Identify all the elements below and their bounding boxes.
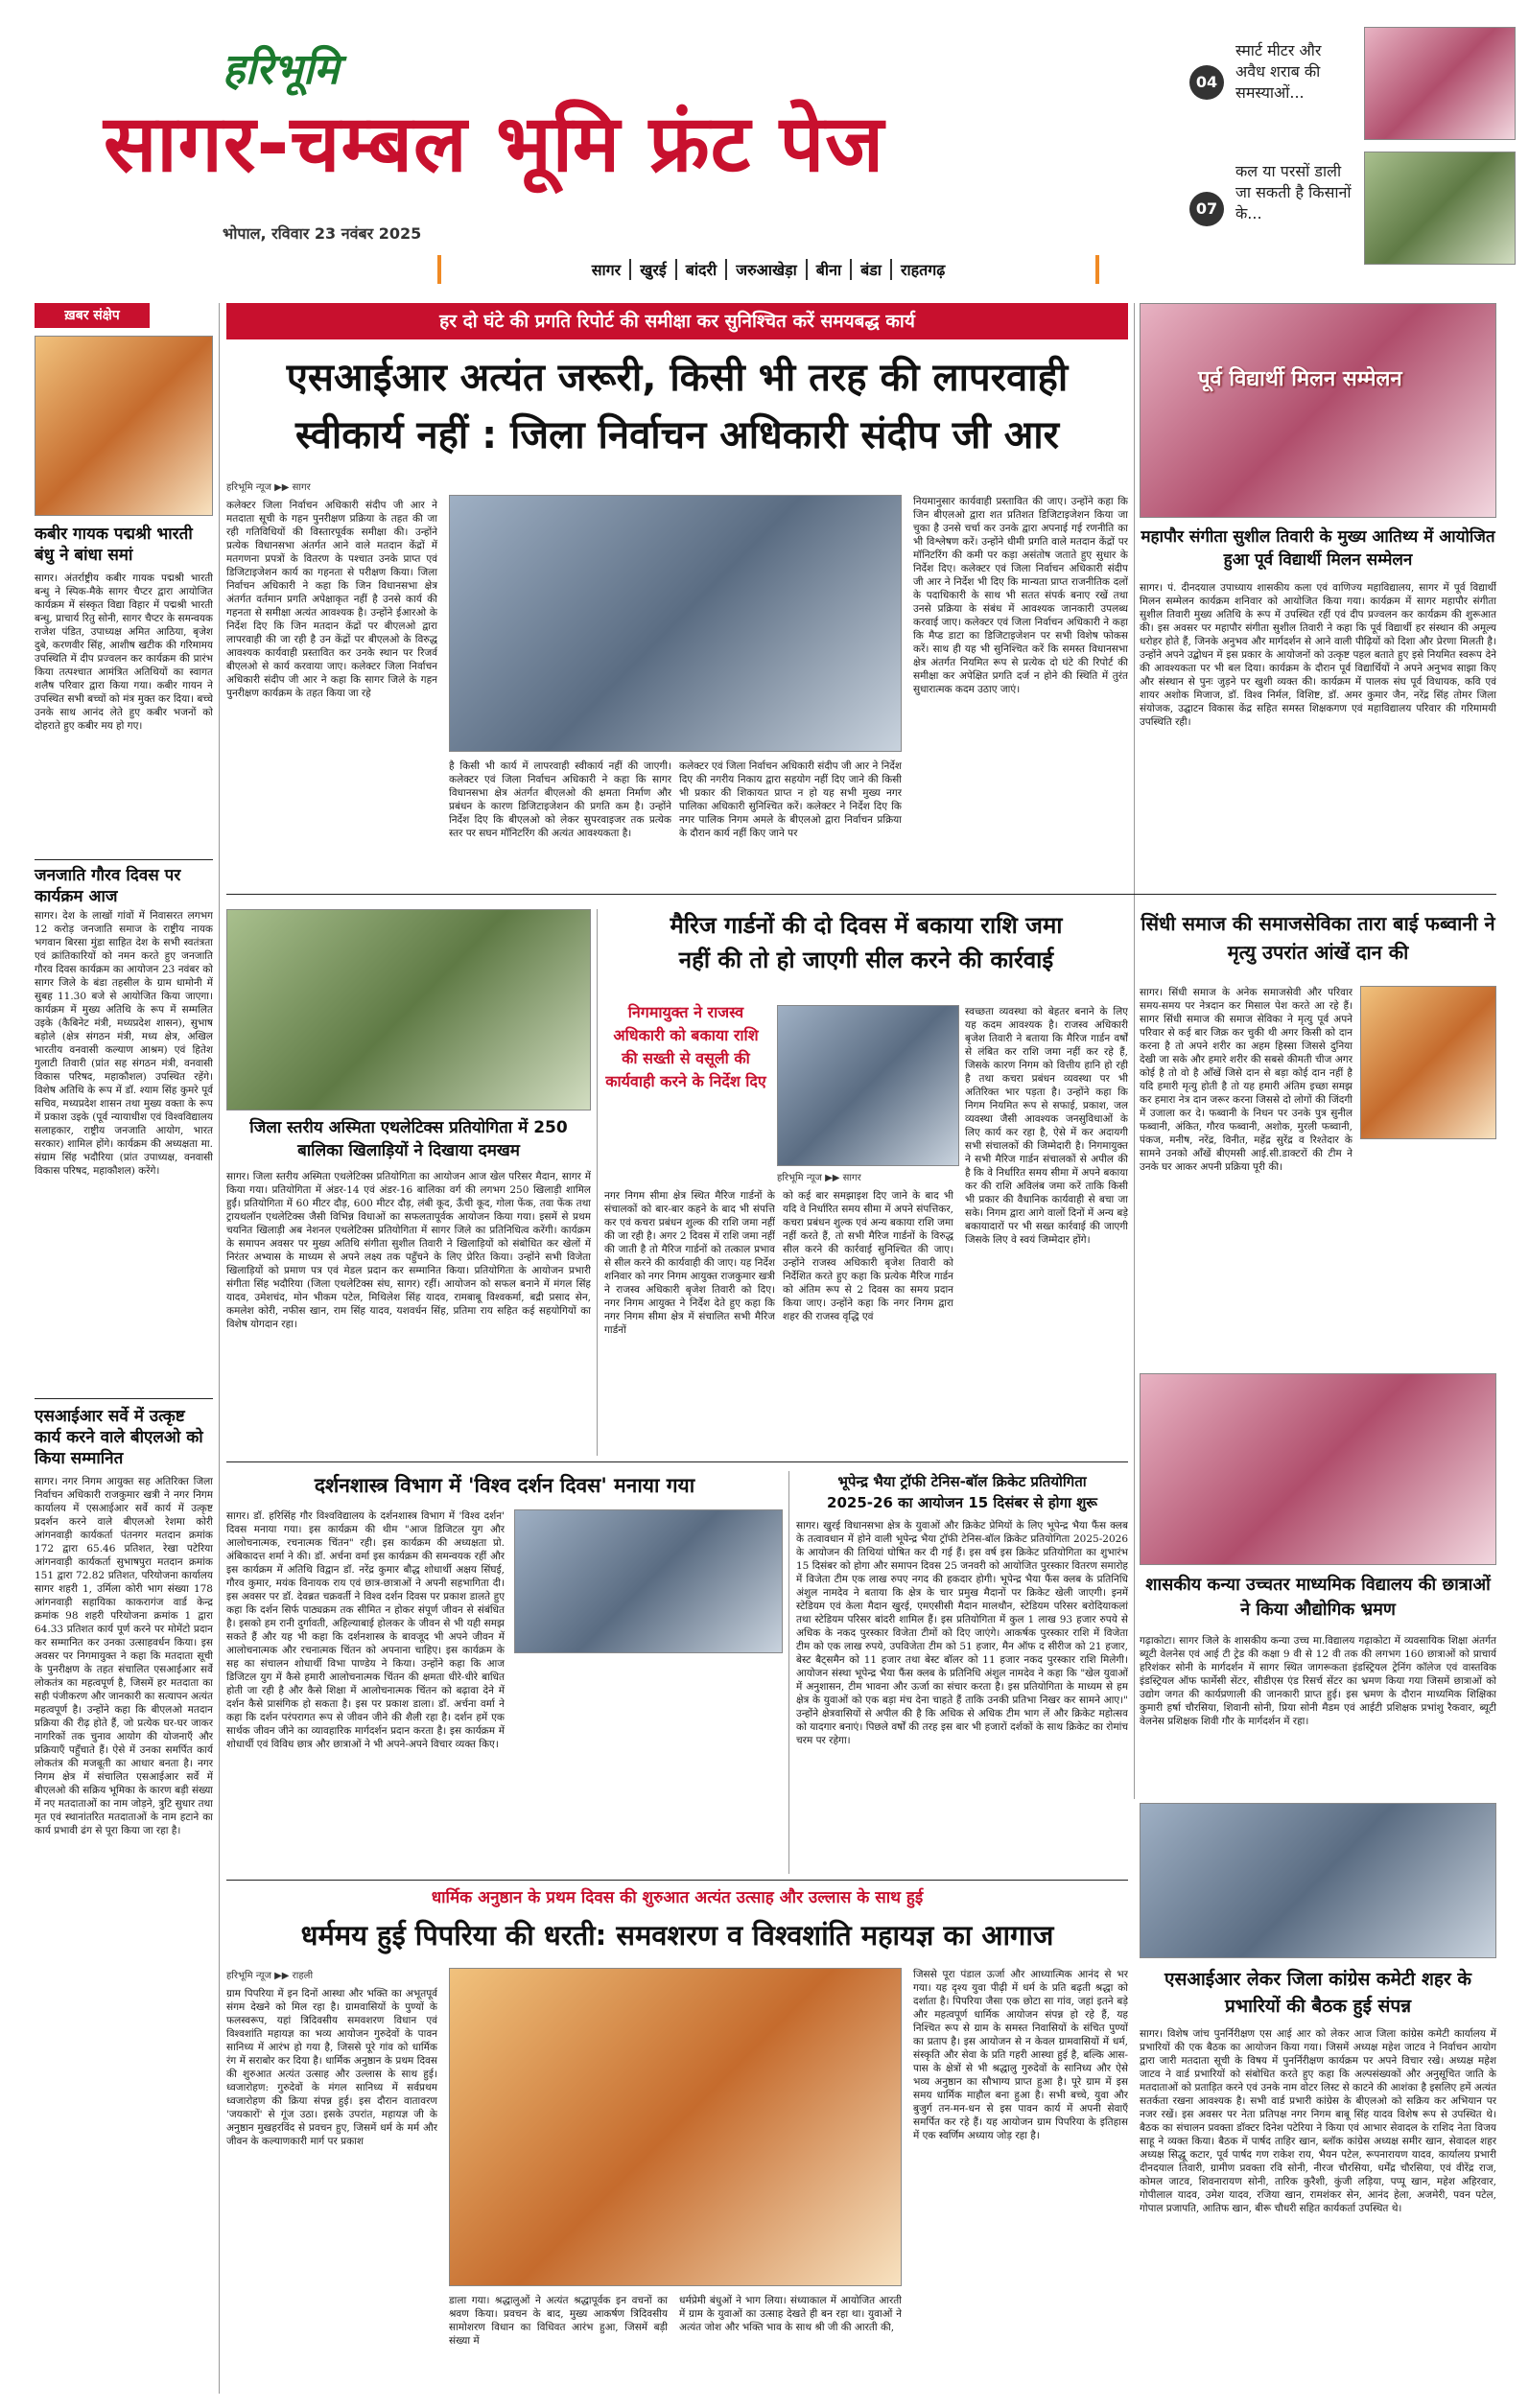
marriage-body-col-1: नगर निगम सीमा क्षेत्र स्थित मैरिज गार्डनों के संचालकों को बार-बार कहने के बाद भी संपत्ति कर एवं कचरा प्रबंधन शुल्क की राशि जमा नहीं की जा रही है। अगर 2 दिवस में राशि जमा नहीं की जाती है तो मैरिज गार्डनों को तत्काल प्रभाव से सील करने की कार्यवाही की जाए। यह निर्देश शनिवार को नगर निगम आयुक्त राजकुमार खत्री ने राजस्व अधिकारी बृजेश तिवारी को दिए। नगर निगम आयुक्त ने निर्देश देते हुए कहा कि नगर निगम सीमा क्षेत्र में संचालित सभी मैरिज गार्डनों [604, 1190, 775, 1336]
divider [226, 894, 1496, 895]
brief-2-body: सागर। देश के लाखों गांवों में निवासरत लगभग 12 करोड़ जनजाति समाज के राष्ट्रीय नायक भगवान बिरसा मुंडा साहित देश के सभी स्वतंत्रता एवं क्रांतिकारियों को नमन करते हुए जनजाति गौरव दिवस कार्यक्रम का आयोजन 23 नवंबर को सागर जिले के बंडा तहसील के ग्राम धामोनी में सुबह 11.30 बजे से आयोजित किया जाएगा। कार्यक्रम में मुख्य अतिथि के रूप में सम्मलित उइके (कैबिनेट मंत्री, मध्यप्रदेश शासन), सुभाष बड़ोले (क्षेत्र संगठन मंत्री, मध्य क्षेत्र, अखिल भारतीय वनवासी कल्याण आश्रम) एवं हितेश गुलाटी तिवारी (प्रांत सह संगठन मंत्री, वनवासी विकास परिषद, महाकौशल) उपस्थित रहेंगे। विशेष अतिथि के रूप में डॉ. श्याम सिंह कुमरे पूर्व सचिव, मध्यप्रदेश शासन तथा मुख्य वक्ता के रूप में प्रकाश उइके (पूर्व न्यायाधीश एवं विश्वविद्यालय सलाहकार, राष्ट्रीय जनजाति आयोग, भारत सरकार) शामिल होंगे। कार्यक्रम की अध्यक्षता मा. संग्राम सिंह भदौरिया (प्रांत उपाध्यक्ष, वनवासी विकास परिषद, महाकौशल) करेंगे। [35, 910, 213, 1177]
sindhi-story [1140, 909, 1496, 1360]
philosophy-headline: दर्शनशास्त्र विभाग में 'विश्व दर्शन दिवस' मनाया गया [314, 1474, 695, 1497]
brief-label: ख़बर संक्षेप [35, 303, 150, 328]
lead-body-col-4: नियमानुसार कार्यवाही प्रस्तावित की जाए। उन्होंने कहा कि जिन बीएलओ द्वारा शत प्रतिशत डिजिटाइजेशन किया जा चुका है उनसे चर्चा कर उनके द्वारा अपनाई गई रणनीति का भी विश्लेषण करें। उन्होंने धीमी प्रगति वाले मतदान केंद्रों पर मॉनिटरिंग की कमी पर कड़ा असंतोष जताते हुए सुधार के निर्देश दिए। कलेक्टर एवं जिला निर्वाचन अधिकारी संदीप जी आर ने निर्देश भी दिए कि मान्यता प्राप्त राजनीतिक दलों के पदाधिकारी के साथ भी सतत संपर्क बनाए रखें तथा उनसे प्रक्रिया के संबंध में आवश्यक जानकारी उपलब्ध करवाई जाए। कलेक्टर एवं जिला निर्वाचन अधिकारी ने कहा कि मैप्ड डाटा का डिजिटाइजेशन पर सभी विशेष फोकस करें। साथ ही यह भी सुनिश्चित करें कि समस्त विधानसभा क्षेत्र अंतर्गत नियमित रूप से प्रत्येक दो घंटे की रिपोर्ट की समीक्षा कर अपेक्षित प्रगति दर्ज न होने की स्थिति में तुरंत सुधारात्मक कदम उठाए जाएं। [913, 496, 1128, 695]
athletics-photo [226, 909, 591, 1110]
nav-item-khurai[interactable]: खुरई [631, 259, 677, 280]
divider [226, 1461, 1128, 1462]
marriage-body-col-3: स्वच्छता व्यवस्था को बेहतर बनाने के लिए यह कदम आवश्यक है। राजस्व अधिकारी बृजेश तिवारी ने बताया कि मैरिज गार्डन वर्षों से लंबित कर राशि जमा नहीं कर रहे हैं, जिसके कारण निगम को वित्तीय हानि हो रही है तथा कचरा प्रबंधन व्यवस्था पर भी अतिरिक्त भार पड़ता है। उन्होंने कहा कि निगम नियमित रूप से सफाई, प्रकाश, जल व्यवस्था जैसी आवश्यक जनसुविधाओं के लिए कार्य कर रहा है, ऐसे में कर अदायगी सभी संचालकों की जिम्मेदारी है। निगमायुक्त ने सभी मैरिज गार्डन संचालकों से अपील की है कि वे निर्धारित समय सीमा में अपने बकाया कर की राशि अविलंब जमा करें ताकि किसी भी प्रकार की वैधानिक कार्यवाही से बचा जा सके। निगम द्वारा आगे वालों दिनों में अन्य बड़े बकायादारों पर भी सख्त कार्रवाई की जाएगी जिसके लिए वे स्वयं जिम्मेदार होंगे। [965, 1006, 1128, 1246]
singer-photo [35, 336, 213, 516]
athletics-story [226, 909, 591, 1456]
lead-meeting-photo [449, 495, 902, 752]
athletics-headline: जिला स्तरीय अस्मिता एथलेटिक्स प्रतियोगिता में 250 बालिका खिलाड़ियों ने दिखाया दमखम [249, 1118, 568, 1160]
philosophy-photo [514, 1509, 783, 1653]
congress-meeting-photo [1140, 1803, 1496, 1958]
city-nav [437, 255, 1099, 284]
cricket-story [796, 1471, 1128, 1874]
nav-item-bina[interactable]: बीना [808, 259, 852, 280]
brief-1-body: सागर। अंतर्राष्ट्रीय कबीर गायक पद्मश्री भारती बन्धु ने स्पिक-मैके सागर चैप्टर द्वारा आयोजित कार्यक्रम में संस्कृत विद्या विहार में पद्मश्री भारती बन्धु, प्राचार्य रितु सोनी, सागर चैप्टर के समन्वयक राजेश पंडित, उपाध्यक्ष अमित आठिया, बृजेश दुबे, करणवीर सिंह, आशीष खटीक की गरिमामय उपस्थिति में दीप प्रज्वलन कर कार्यक्रम की प्रारंभ किया तत्पश्चात आमंत्रित अतिथियों का स्वागत शलैष परिवार द्वारा किया गया। कबीर गायन ने उपस्थित सभी बच्चों को मंत्र मुक्त कर दिया। बच्चे उनके साथ आनंद लेते हुए कबीर भजनों को दोहराते हुए कबीर मय हो गए। [35, 573, 213, 732]
religion-story [226, 1885, 1128, 2394]
alumni-body: सागर। पं. दीनदयाल उपाध्याय शासकीय कला एवं वाणिज्य महाविद्यालय, सागर में पूर्व विद्यार्थी मिलन सम्मेलन कार्यक्रम शनिवार को आयोजित किया गया। कार्यक्रम में सागर महापौर संगीता सुशील तिवारी मुख्य अतिथि के रूप में उपस्थित रहीं एवं दीप प्रज्वलन कर कार्यक्रम की शुरूआत की। इस अवसर पर महापौर संगीता सुशील तिवारी ने कहा कि पूर्व विद्यार्थी हर संस्थान की अमूल्य धरोहर होते हैं, जिनके अनुभव और मार्गदर्शन से आने वाली पीढ़ियों को दिशा और प्रेरणा मिलती है। उन्होंने अपने उद्बोधन में इस प्रकार के आयोजनों को उत्कृष्ट पहल बताते हुए इसे नियमित स्वरूप देने की आवश्यकता पर भी बल दिया। कार्यक्रम के दौरान पूर्व विद्यार्थियों ने अपने अनुभव साझा किए और संस्थान से पुनः जुड़ने पर खुशी व्यक्त की। कार्यक्रम में पालक संघ पूर्व विधायक, कवि एवं शायर अशोक मिजाज, डॉ. विश्व निर्मल, विशिष्ट, डॉ. अमर कुमार जैन, नरेंद्र सिंह तोमर जिला संयोजक, उद्घाटन विकास केंद्र सहित समस्त शिक्षकगण एवं महाविद्यालय परिवार की गरिमामयी उपस्थिति रही। [1140, 582, 1496, 728]
teaser-1-page-badge: 04 [1189, 65, 1224, 100]
teaser-1-photo [1364, 27, 1516, 140]
congress-story [1140, 1803, 1496, 2394]
masthead [0, 0, 1529, 288]
lead-story [226, 303, 1128, 888]
marriage-story [604, 909, 1128, 1456]
sindhi-headline: सिंधी समाज की समाजसेविका तारा बाई फब्वानी ने मृत्यु उपरांत आंखें दान की [1141, 912, 1495, 964]
congress-headline: एसआईआर लेकर जिला कांग्रेस कमेटी शहर के प्रभारियों की बैठक हुई संपन्न [1164, 1969, 1471, 2017]
religion-kicker: धार्मिक अनुष्ठान के प्रथम दिवस की शुरुआत अत्यंत उत्साह और उल्लास के साथ हुई [431, 1888, 924, 1907]
school-story [1140, 1373, 1496, 1795]
philosophy-body: सागर। डॉ. हरिसिंह गौर विश्वविद्यालय के दर्शनशास्त्र विभाग में 'विश्व दर्शन' दिवस मनाया गया। इस कार्यक्रम की थीम "आज डिजिटल युग और आलोचनात्मक, रचनात्मक चिंतन" रही। इस कार्यक्रम की अध्यक्षता प्रो. अंबिकादत्त शर्मा ने की। डॉ. अर्चना वर्मा इस कार्यक्रम की समन्वयक रहीं और इस कार्यक्रम में अतिथि विद्वान डॉ. नरेंद्र कुमार बौद्ध शोधार्थी अक्षय सिंघई, गौरव कुमार, मयंक विनायक राय एवं छात्र-छात्राओं ने अपनी सहभागिता दी। इस अवसर पर डॉ. देवब्रत चक्रवर्ती ने विश्व दर्शन दिवस पर प्रकाश डालते हुए कहा कि दर्शन सिर्फ पाठ्यक्रम तक सीमित न होकर संपूर्ण जीवन से संबंधित है। इसको हम रानी दुर्गावती, अहिल्याबाई होलकर के जीवन से भी यही समझ सकते हैं और यह भी कहा कि दर्शनशास्त्र के बावजूद भी अपने जीवन में आलोचनात्मक और रचनात्मक चिंतन को अपनाना चाहिए। इस कार्यक्रम के सह का संचालन शोधार्थी विभा पाण्डेय ने किया। उन्होंने कहा कि आज डिजिटल युग में कैसे हमारी आलोचनात्मक चिंतन की क्षमता धीरे-धीरे बाधित होती जा रही है और कैसे शिक्षा में आलोचनात्मक चिंतन को बढ़ावा देने में दर्शन कैसे प्रासंगिक हो सकता है। इस पर प्रकाश डाला। डॉ. अर्चना वर्मा ने कहा कि दर्शन परंपरागत रूप से जीवन जीने की शैली रहा है। दर्शन हमें एक सार्थक जीवन जीने का व्यावहारिक मार्गदर्शन प्रदान करता है। इस कार्यक्रम में शोधार्थी एवं विविध छात्र और छात्राओं ने भी अपने-अपने विचार व्यक्त किए। [226, 1510, 505, 1750]
divider [35, 859, 213, 860]
religion-event-photo [449, 1968, 902, 2286]
brand-logo: हरिभूमि [223, 45, 340, 94]
teaser-2[interactable] [1189, 152, 1516, 267]
divider [226, 1880, 1128, 1881]
brief-3-headline: एसआईआर सर्वे में उत्कृष्ट कार्य करने वाले बीएलओ को किया सम्मानित [35, 1407, 203, 1468]
lead-kicker: हर दो घंटे की प्रगति रिपोर्ट की समीक्षा कर सुनिश्चित करें समयबद्ध कार्य [226, 303, 1128, 339]
column-rule [1134, 303, 1135, 1799]
teaser-2-text: कल या परसों डाली जा सकती है किसानों के... [1235, 162, 1352, 222]
brief-3-body: सागर। नगर निगम आयुक्त सह अतिरिक्त जिला निर्वाचन अधिकारी राजकुमार खत्री ने नगर निगम कार्यालय में एसआईआर सर्वे कार्य में उत्कृष्ट प्रदर्शन करने वाले बीएलओ रेशमा कोरी आंगनवाड़ी कार्यकर्ता पंतनगर मतदान क्रमांक 172 द्वारा 65.46 प्रतिशत, रेखा पटेरिया आंगनवाड़ी कार्यकर्ता सुभाषपुरा मतदान क्रमांक 151 द्वारा 72.82 प्रतिशत, परियोजना कार्यालय सागर शहरी 1, उर्मिला कोरी भाग संख्या 178 आंगनवाड़ी सहायिका काकरागंज वार्ड केन्द्र क्रमांक 98 शहरी परियोजना क्रमांक 1 द्वारा 64.33 प्रतिशत कार्य पूर्ण करने पर मोमेंटो प्रदान कर सम्मानित कर उनका उत्साहवर्धन किया। इस अवसर पर निगमायुक्त ने कहा कि मतदाता सूची के पुनरीक्षण के तहत संचालित एसआईआर सर्वे लोकतंत्र का महत्वपूर्ण है, जिसमें हर मतदाता का सही पंजीकरण और जानकारी का सत्यापन अत्यंत महत्वपूर्ण है। उन्होंने कहा कि बीएलओ मतदान प्रक्रिया की रीढ़ होते हैं, जो प्रत्येक घर-घर जाकर नागरिकों तक चुनाव आयोग की योजनाएँ और प्रक्रियाएँ पहुँचाते हैं। ऐसे में उनका समर्पित कार्य लोकतंत्र की मजबूती का आधार बनता है। नगर निगम क्षेत्र में संचालित एसआईआर सर्वे में बीएलओ की सक्रिय भूमिका के कारण बड़ी संख्या में नए मतदाताओं का नाम जोड़ने, त्रुटि सुधार तथा मृत एवं स्थानांतरित मतदाताओं के नाम हटाने का कार्य प्रभावी ढंग से पूरा किया जा रहा है। [35, 1476, 213, 1836]
religion-body-col-1: ग्राम पिपरिया में इन दिनों आस्था और भक्ति का अभूतपूर्व संगम देखने को मिल रहा है। ग्रामवासियों के पुण्यों के फलस्वरूप, यहां त्रिदिवसीय समवशरण विधान एवं विश्वशांति महायज्ञ का भव्य आयोजन गुरुदेवों के पावन सानिध्य में आरंभ हो गया है, जिससे पूरे गांव को धार्मिक रंग में सराबोर कर दिया है। धार्मिक अनुष्ठान के प्रथम दिवस की शुरुआत अत्यंत उत्साह और उल्लास के साथ हुई। ध्वजारोहण: गुरुदेवों के मंगल सानिध्य में सर्वप्रथम ध्वजारोहण की क्रिया संपन्न हुई। इस दौरान वातावरण 'जयकारों' से गूंज उठा। इसके उपरांत, महायज्ञ जी के अनुष्ठान मुखहरविंद से प्रवचन हुए, जिसमें धर्म के मर्म और जीवन के कल्याणकारी मार्ग पर प्रकाश [226, 1988, 437, 2147]
divider [35, 1398, 213, 1399]
teaser-1[interactable] [1189, 27, 1516, 142]
teaser-1-text: स्मार्ट मीटर और अवैध शराब की समस्याओं... [1235, 41, 1322, 102]
brief-1-headline: कबीर गायक पद्मश्री भारती बंधु ने बांधा समां [35, 525, 193, 565]
commissioner-photo [777, 1005, 959, 1166]
alumni-headline: महापौर संगीता सुशील तिवारी के मुख्य आतिथ्य में आयोजित हुआ पूर्व विद्यार्थी मिलन सम्मेलन [1141, 527, 1495, 570]
column-rule [597, 909, 598, 1456]
right-story-alumni [1140, 303, 1496, 888]
marriage-headline-line-1: मैरिज गार्डनों की दो दिवस में बकाया राशि जमा [670, 912, 1063, 939]
page-title: सागर-चम्बल भूमि फ्रंट पेज [104, 99, 885, 190]
marriage-deck: निगमायुक्त ने राजस्व अधिकारी को बकाया राशि की सख्ती से वसूली की कार्यवाही करने के निर्देश दिए [605, 1003, 766, 1090]
lead-body-col-1: कलेक्टर जिला निर्वाचन अधिकारी संदीप जी आर ने मतदाता सूची के गहन पुनरीक्षण प्रक्रिया के तहत की जा रही गतिविधियों की विस्तारपूर्वक समीक्षा की। उन्होंने प्रत्येक विधानसभा अंतर्गत आने वाले मतदान केंद्रों में मतगणना प्रपत्रों के वितरण के पश्चात उनके प्राप्त एवं डिजिटाइजेशन कार्य का गहनता से परीक्षण किया। जिला निर्वाचन अधिकारी ने कहा कि जिन विधानसभा क्षेत्र अंतर्गत वर्तमान प्रगति अपेक्षाकृत नहीं है उनसे कार्य की गहनता से समीक्षा अत्यंत आवश्यक है। उन्होंने ईआरओ के निर्देश दिए कि जिन मतदान केंद्रों पर बीएलओ द्वारा लापरवाही की जा रही है उन केंद्रों पर बीएलओ के विरुद्ध आवश्यक कार्यवाही प्रस्तावित कर उनके स्थान पर रिजर्व बीएलओ से कार्य करवाया जाए। कलेक्टर जिला निर्वाचन अधिकारी संदीप जी आर ने कहा कि सागर जिले के गहन पुनरीक्षण कार्यक्रम के तहत किया जा रहे [226, 500, 437, 699]
cricket-body: सागर। खुरई विधानसभा क्षेत्र के युवाओं और क्रिकेट प्रेमियों के लिए भूपेन्द्र भैया फैंस क्लब के तत्वावधान में होने वाली भूपेन्द्र भैया ट्रॉफी टेनिस-बॉल क्रिकेट प्रतियोगिता 2025-2026 के आयोजन की तिथियां घोषित कर दी गई हैं। इस वर्ष इस क्रिकेट प्रतियोगिता का शुभारंभ 15 दिसंबर को होगा और समापन दिवस 25 जनवरी को आयोजित पुरस्कार वितरण समारोह में विजेता टीम एक लाख रुपए नगद की हकदार होगी। भूपेन्द्र भैया फैंस क्लब के प्रतिनिधि अंशुल नामदेव ने बताया कि क्षेत्र के चार प्रमुख मैदानों पर क्रिकेट खेली जाएगी। इनमें स्टेडियम एवं केला मैदान खुरई, एमएसीसी मैदान मालथौन, स्टेडियम परिसर बरोदियाकलां तथा स्टेडियम परिसर बांदरी शामिल हैं। इस प्रतियोगिता में कुल 1 लाख 93 हजार रुपये से अधिक के नकद पुरस्कार विजेता टीमों को दिए जाएंगे। आकर्षक पुरस्कार राशि में विजेता टीम को एक लाख रुपये, उपविजेता टीम को 51 हजार, मैन ऑफ द सीरीज को 21 हजार, बेस्ट बैट्समैन को 11 हजार तथा बेस्ट बॉलर को 11 हजार नकद पुरस्कार राशि मिलेगी। आयोजन संस्था भूपेन्द्र भैया फैंस क्लब के प्रतिनिधि अंशुल नामदेव ने कहा कि "खेल युवाओं में अनुशासन, टीम भावना और ऊर्जा का संचार करता है। इस प्रतियोगिता के माध्यम से हम क्षेत्र के युवाओं को एक बड़ा मंच देना चाहते हैं ताकि उनकी प्रतिभा निखर कर सामने आए।" उन्होंने क्षेत्रवासियों से अपील की है कि अधिक से अधिक टीम भाग लें और क्रिकेट महोत्सव को यादगार बनाएं। पिछले वर्षों की तरह इस बार भी हजारों दर्शकों के साथ क्रिकेट का रोमांच चरम पर रहेगा। [796, 1520, 1128, 1746]
religion-headline: धर्ममय हुई पिपरिया की धरती: समवशरण व विश्वशांति महायज्ञ का आगाज [300, 1919, 1054, 1952]
dateline: भोपाल, रविवार 23 नवंबर 2025 [223, 224, 422, 243]
nav-item-rahatgarh[interactable]: राहतगढ़ [900, 261, 946, 279]
marriage-headline-line-2: नहीं की तो हो जाएगी सील करने की कार्रवाई [678, 947, 1054, 973]
lead-headline-line-2: स्वीकार्य नहीं : जिला निर्वाचन अधिकारी संदीप जी आर [295, 413, 1059, 457]
lead-headline-line-1: एसआईआर अत्यंत जरूरी, किसी भी तरह की लापरवाही [286, 356, 1069, 400]
brief-2-headline: जनजाति गौरव दिवस पर कार्यक्रम आज [35, 866, 181, 906]
religion-body-col-2: डाला गया। श्रद्धालुओं ने अत्यंत श्रद्धापूर्वक इन वचनों का श्रवण किया। प्रवचन के बाद, मुख्य आकर्षण त्रिदिवसीय सामोशरण विधान का विधिवत आरंभ हुआ, जिसमें बड़ी संख्या में [449, 2295, 668, 2347]
religion-body-col-4: जिससे पूरा पंडाल ऊर्जा और आध्यात्मिक आनंद से भर गया। यह दृश्य युवा पीढ़ी में धर्म के प्रति बढ़ती श्रद्धा को दर्शाता है। पिपरिया जैसा एक छोटा सा गांव, जहां इतने बड़े और महत्वपूर्ण धार्मिक आयोजन संपन्न हो रहे हैं, यह निश्चित रूप से ग्राम के समस्त निवासियों के संचित पुण्यों का प्रताप है। इस आयोजन से न केवल ग्रामवासियों में धर्म, संस्कृति और सेवा के प्रति गहरी आस्था हुई है, बल्कि आस-पास के क्षेत्रों से भी श्रद्धालु गुरुदेवों के सानिध्य और ऐसे भव्य अनुष्ठान का सौभाग्य प्राप्त हुआ है। पूरे ग्राम में इस समय धार्मिक माहौल बना हुआ है। सभी बच्चे, युवा और बुजुर्ग तन-मन-धन से इस पावन कार्य में अपनी सेवाएँ समर्पित कर रहे हैं। यह आयोजन ग्राम पिपरिया के इतिहास में एक स्वर्णिम अध्याय जोड़ रहा है। [913, 1969, 1128, 2141]
column-rule [788, 1471, 789, 1874]
marriage-byline: हरिभूमि न्यूज ▶▶ सागर [777, 1173, 861, 1183]
teaser-2-page-badge: 07 [1189, 192, 1224, 226]
religion-byline: हरिभूमि न्यूज ▶▶ राहली [226, 1971, 314, 1981]
congress-body: सागर। विशेष जांच पुनर्निरीक्षण एस आई आर को लेकर आज जिला कांग्रेस कमेटी कार्यालय में प्रभारियों की एक बैठक का आयोजन किया गया। जिसमें अध्यक्ष महेश जाटव ने निर्वाचन आयोग द्वारा जारी मतदाता सूची के विषय में पुनर्निरीक्षण कार्यक्रम पर अपने विचार रखे। अध्यक्ष महेश जाटव ने वार्ड प्रभारियों को संबोधित करते हुए कहा कि अल्पसंख्यकों और अनुसूचित जाति के मतदाताओं को प्रताड़ित करने एवं उनके नाम वोटर लिस्ट से काटने की आशंका है इसलिए हमें अत्यंत सतर्कता रखना आवश्यक है। सभी वार्ड प्रभारी कांग्रेस के बीएलओ को सक्रिय कर अभियान पर नजर रखें। इस अवसर पर नेता प्रतिपक्ष नगर निगम बाबू सिंह यादव विशेष रूप से उपस्थित थे। बैठक का संचालन प्रवक्ता डॉक्टर दिनेश पटेरिया ने किया एवं आभार सेवादल के राशिद नेता विजय साहू ने व्यक्त किया। बैठक में पार्षद ताहिर खान, ब्लॉक कांग्रेस अध्यक्ष समीर खान, सेवादल शहर अध्यक्ष सिद्धू कटार, पूर्व पार्षद गण राकेश राय, भैयन पटेल, रूपनारायण यादव, कार्यालय प्रभारी दीनदयाल तिवारी, ग्रामीण प्रवक्ता रवि सोनी, नीरज चौरसिया, धर्मेंद्र चौरसिया, एवं वीरेंद्र राज, कोमल जाटव, शिवनारायण सोनी, तारिक कुरैशी, कुंजी लड़िया, पप्पू खान, महेश अहिरवार, गोपीलाल यादव, उमेश यादव, रजिया खान, रामशंकर सेन, आनंद हेला, अजमेरी, पवन पटेल, गोपाल प्रजापति, आतिफ खान, बीरू चौधरी सहित कार्यकर्ता उपस्थित थे। [1140, 2028, 1496, 2214]
sindhi-body: सागर। सिंधी समाज के अनेक समाजसेवी और परिवार समय-समय पर नेत्रदान कर मिसाल पेश करते आ रहे हैं। सागर सिंधी समाज की समाज सेविका ने मृत्यु पूर्व अपने परिवार से कई बार जिक्र कर चुकी थी अगर किसी को दान करना है तो अपने शरीर का अहम हिस्सा जिससे दुनिया देखी जा सके और हमारे शरीर की सबसे कीमती चीज अगर कोई है तो वो है आँखें जिसे दान से बड़ा कोई दान नहीं है यदि हमारी मृत्यु होती है तो यह हमारी अंतिम इच्छा समझ कर हमारा नेत्र दान जरूर करना जिससे दो लोगों की जिंदगी में उजाला कर दे। फब्वानी के निधन पर उनके पुत्र सुनील फब्वानी, अंकित, गौरव फब्वानी, अशोक, मुरली फब्वानी, पंकज, मनीष, नरेंद्र, विनीत, महेंद्र सुरेंद्र व रिश्तेदार के सामने उनको आँखें बीएमसी आई.सी.डाक्टरों की टीम ने उनके घर आकर अपनी प्रक्रिया पूरी की। [1140, 987, 1353, 1173]
left-column [35, 303, 213, 2394]
alumni-banner-text: पूर्व विद्यार्थी मिलन सम्मेलन [1198, 367, 1402, 391]
alumni-photo [1140, 303, 1496, 518]
lead-body-col-2: है किसी भी कार्य में लापरवाही स्वीकार्य नहीं की जाएगी। कलेक्टर एवं जिला निर्वाचन अधिकारी ने कहा कि सागर विधानसभा क्षेत्र अंतर्गत बीएलओ की क्षमता निर्माण और प्रबंधन के कारण डिजिटाइजेशन की प्रगति कम है। उन्होंने निर्देश दिए कि बीएलओ को लेकर सुपरवाइजर तक प्रत्येक स्तर पर सघन मॉनिटरिंग की अत्यंत आवश्यकता है। [449, 760, 671, 839]
lead-body-col-3: कलेक्टर एवं जिला निर्वाचन अधिकारी संदीप जी आर ने निर्देश दिए की नगरीय निकाय द्वारा सहयोग नहीं दिए जाने की किसी भी प्रकार की शिकायत प्राप्त न हो यह सभी मुख्य नगर पालिका अधिकारी सुनिश्चित करें। कलेक्टर ने निर्देश दिए कि नगर पालिक निगम अमले के बीएलओ द्वारा निर्वाचन प्रक्रिया के दौरान कार्य नहीं किए जाने पर [679, 760, 902, 839]
lead-byline: हरिभूमि न्यूज ▶▶ सागर [226, 482, 311, 493]
nav-item-jaruakheda[interactable]: जरुआखेड़ा [727, 259, 808, 280]
marriage-body-col-2: को कई बार समझाइश दिए जाने के बाद भी यदि वे निर्धारित समय सीमा में अपने संपत्तिकर, कचरा प्रबंधन शुल्क एवं अन्य बकाया राशि जमा नहीं करते हैं, तो सभी मैरिज गार्डनों के विरुद्ध सील करने की कार्रवाई सुनिश्चित की जाए। उन्होंने राजस्व अधिकारी बृजेश तिवारी को निर्देशित करते हुए कहा कि प्रत्येक मैरिज गार्डन को अंतिम रूप से 2 दिवस का समय प्रदान किया जाए। उन्होंने कहा कि नगर निगम द्वारा शहर की राजस्व वृद्धि एवं [783, 1190, 953, 1322]
school-headline: शासकीय कन्या उच्चतर माध्यमिक विद्यालय की छात्राओं ने किया औद्योगिक भ्रमण [1145, 1575, 1491, 1620]
school-body: गढ़ाकोटा। सागर जिले के शासकीय कन्या उच्च मा.विद्यालय गढ़ाकोटा में व्यवसायिक शिक्षा अंतर्गत ब्यूटी वेलनेस एवं आई टी ट्रेड की कक्षा 9 वी से 12 वी तक की लगभग 160 छात्राओं को प्राचार्य हरिशंकर सोनी के मार्गदर्शन में सागर स्थित जागरूकता इंडस्ट्रियल ट्रेनिंग कॉलेज एवं वास्तविक इंडस्ट्रियल ऑफ फार्मेसी सेंटर, सीडीएस एंड रिसर्च सेंटर का भ्रमण किया गया जिसमें छात्राओं को उद्योग जगत की कार्यप्रणाली की जानकारी प्राप्त हुई। इस भ्रमण के दौरान माध्यमिक शिक्षिका कुमारी हर्षा चौरसिया, शिवानी सोनी, प्रिया सोनी मैडम एवं आईटी प्रशिक्षक प्रभांशु रैकवार, ब्यूटी वेलनेस प्रशिक्षक शिवी गौर के मार्गदर्शन में रहा। [1140, 1635, 1496, 1727]
tara-bai-portrait [1360, 986, 1496, 1139]
philosophy-story [226, 1471, 783, 1874]
nav-item-sagar[interactable]: सागर [583, 259, 632, 280]
cricket-headline-line-1: भूपेन्द्र भैया ट्रॉफी टेनिस-बॉल क्रिकेट प्रतियोगिता [837, 1473, 1087, 1490]
students-photo [1140, 1373, 1496, 1565]
column-rule [219, 303, 220, 2394]
athletics-body: सागर। जिला स्तरीय अस्मिता एथलेटिक्स प्रतियोगिता का आयोजन आज खेल परिसर मैदान, सागर में किया गया। प्रतियोगिता में अंडर-14 एवं अंडर-16 बालिका वर्ग की लगभग 250 खिलाड़ी शामिल हुईं। प्रतियोगिता में 60 मीटर दौड़, 600 मीटर दौड़, लंबी कूद, ऊँची कूद, गोला फेंक, तवा फेंक तथा ट्रायथलॉन एथलेटिक्स जैसी विभिन्न विधाओं का सफलतापूर्वक आयोजन किया गया। इसमें से प्रथम चयनित खिलाड़ी अब नेशनल एथलेटिक्स प्रतियोगिता में सागर जिले का प्रतिनिधित्व करेंगी। कार्यक्रम के समापन अवसर पर मुख्य अतिथि संगीता सुशील तिवारी ने खिलाड़ियों को संबोधित कर खेलों में निरंतर अभ्यास के माध्यम से अपने लक्ष्य तक पहुँचने के लिए प्रेरित किया। उन्होंने सभी विजेता खिलाड़ियों को प्रमाण पत्र एवं मेडल प्रदान कर सम्मानित किया। प्रतियोगिता के आयोजन प्रभारी संगीता सिंह भदौरिया (जिला एथलेटिक्स संघ, सागर) रहीं। आयोजन को सफल बनाने में मंगल सिंह यादव, उमेशचंद, मोन भीकम पटेल, मिथिलेश सिंह यादव, रामबाबू विश्वकर्मा, बद्री प्रसाद सेन, कमलेश कोरी, नफीस खान, राम सिंह यादव, यशवर्धन सिंह, प्रतिमा राय सहित कई सहयोगियों का विशेष योगदान रहा। [226, 1171, 591, 1330]
teaser-2-photo [1364, 152, 1516, 265]
cricket-headline-line-2: 2025-26 का आयोजन 15 दिसंबर से होगा शुरू [827, 1494, 1097, 1511]
religion-body-col-3: धर्मप्रेमी बंधुओं ने भाग लिया। संध्याकाल में आयोजित आरती में ग्राम के युवाओं का उत्साह देखते ही बन रहा था। युवाओं ने अत्यंत जोश और भक्ति भाव के साथ श्री जी की आरती की, [679, 2295, 902, 2333]
nav-item-bandri[interactable]: बांदरी [677, 259, 727, 280]
nav-item-banda[interactable]: बंडा [852, 259, 892, 280]
